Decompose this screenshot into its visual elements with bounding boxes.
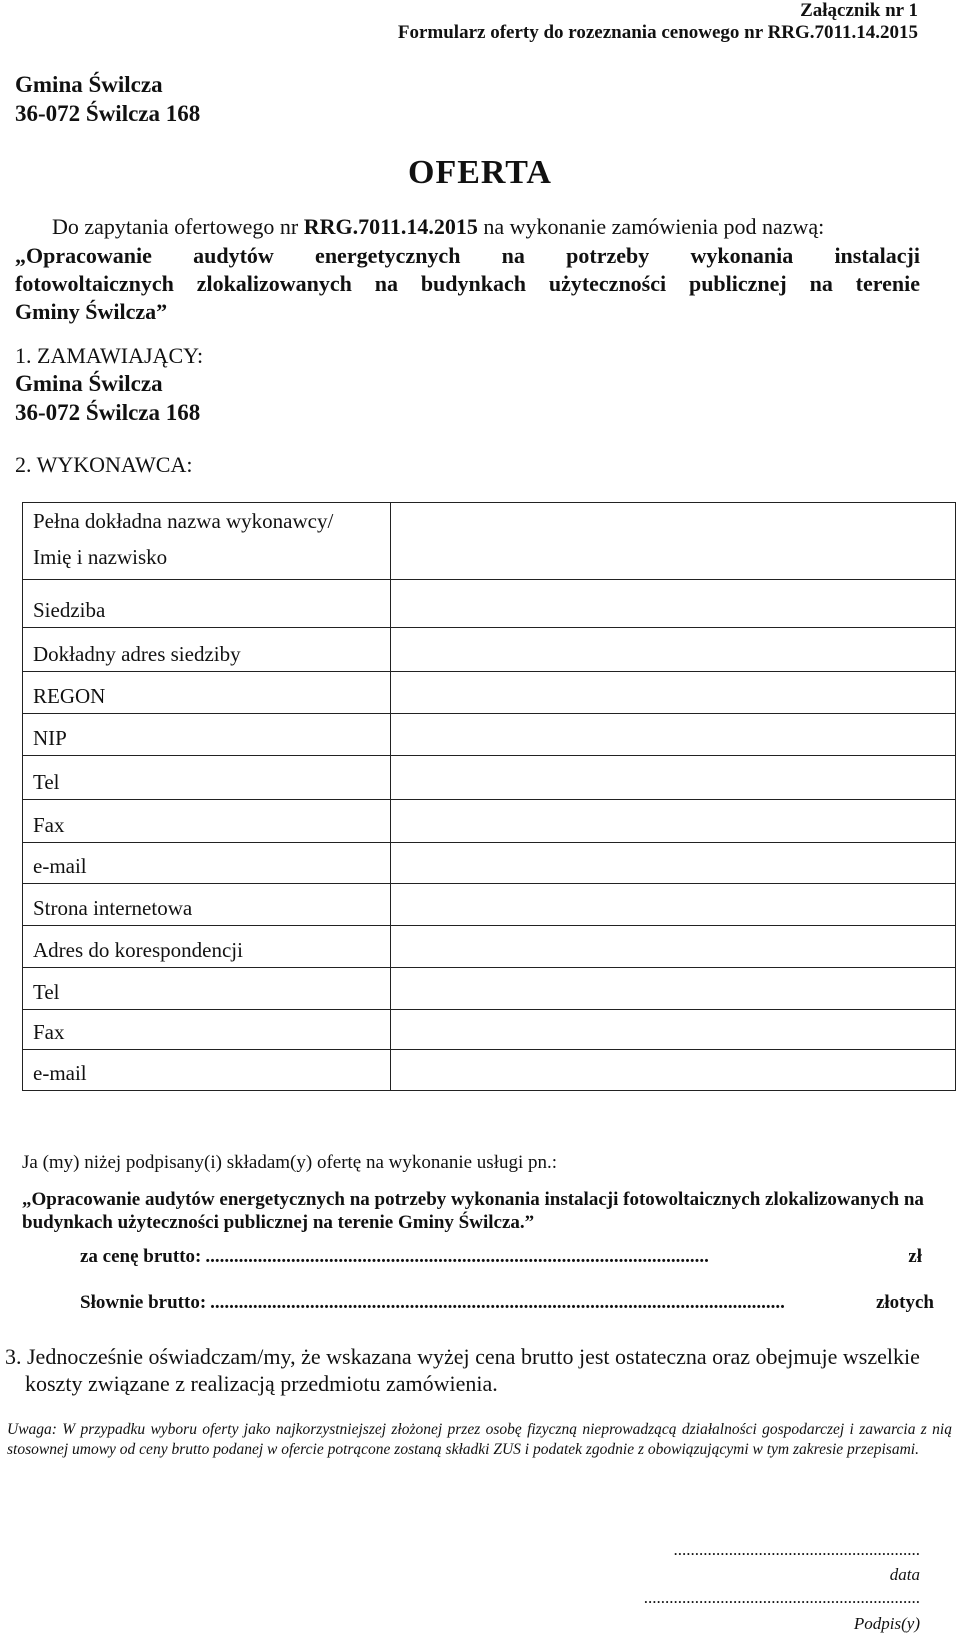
gross-words-dots[interactable]: ......................................................................................................................... bbox=[210, 1292, 785, 1313]
subject-line-1: „Opracowanie audytów energetycznych na potrzeby wykonania instalacji bbox=[15, 243, 920, 268]
top-address-line-2: 36-072 Świlcza 168 bbox=[15, 101, 201, 126]
table-row bbox=[23, 672, 956, 714]
table-row bbox=[23, 884, 956, 926]
fax-field[interactable] bbox=[391, 800, 956, 843]
row-label-nip: NIP bbox=[23, 714, 391, 756]
table-row bbox=[23, 756, 956, 800]
row-label-tel: Tel bbox=[23, 756, 391, 800]
seat-field[interactable] bbox=[391, 580, 956, 628]
table-row bbox=[23, 503, 956, 580]
full-name-field[interactable] bbox=[391, 503, 956, 580]
seat-address-field[interactable] bbox=[391, 628, 956, 672]
gross-price-line[interactable] bbox=[80, 1246, 922, 1268]
subject-title bbox=[15, 242, 920, 326]
row-label-regon: REGON bbox=[23, 672, 391, 714]
declaration-text: Ja (my) niżej podpisany(i) składam(y) ofertę na wykonanie usługi pn.: bbox=[22, 1152, 558, 1173]
top-address-line-1: Gmina Świlcza bbox=[15, 72, 163, 97]
correspondence-fax-field[interactable] bbox=[391, 1010, 956, 1050]
correspondence-email-field[interactable] bbox=[391, 1050, 956, 1091]
date-dots[interactable]: .......................................................... bbox=[673, 1540, 920, 1559]
row-label-email: e-mail bbox=[23, 843, 391, 884]
contractor-table bbox=[22, 502, 956, 1091]
regon-field[interactable] bbox=[391, 672, 956, 714]
table-row bbox=[23, 580, 956, 628]
row-label-fax: Fax bbox=[23, 800, 391, 843]
gross-price-label: za cenę brutto: bbox=[80, 1246, 202, 1267]
gross-price-unit: zł bbox=[908, 1246, 922, 1267]
gross-words-label: Słownie brutto: bbox=[80, 1292, 207, 1313]
annex-label: Załącznik nr 1 bbox=[800, 0, 918, 21]
table-row bbox=[23, 843, 956, 884]
gross-price-dots[interactable]: .......................................................................................................... bbox=[205, 1246, 709, 1267]
tel-field[interactable] bbox=[391, 756, 956, 800]
row-label-correspondence-address: Adres do korespondencji bbox=[23, 926, 391, 968]
gross-words-unit: złotych bbox=[875, 1292, 934, 1313]
nip-field[interactable] bbox=[391, 714, 956, 756]
signature-label: Podpis(y) bbox=[853, 1614, 920, 1633]
form-title: Formularz oferty do rozeznania cenowego nr RRG.7011.14.2015 bbox=[397, 22, 918, 43]
ordering-party-line-2: 36-072 Świlcza 168 bbox=[15, 400, 201, 425]
row-label-website: Strona internetowa bbox=[23, 884, 391, 926]
correspondence-tel-field[interactable] bbox=[391, 968, 956, 1010]
row-label-full-name: Pełna dokładna nazwa wykonawcy/ Imię i nazwisko bbox=[23, 503, 391, 580]
intro-ref: RRG.7011.14.2015 bbox=[303, 214, 478, 239]
note-text: Uwaga: W przypadku wyboru oferty jako najkorzystniejszej złożonej przez osobę fizyczną nieprowadzącą działalności gospodarczej i zawarcia z nią stosownej umowy od ceny brutto podanej w ofercie potrącone zostaną składki ZUS i podatek zgodnie z obowiązującymi w tym zakresie przepisami. bbox=[7, 1421, 952, 1458]
ordering-party-line-1: Gmina Świlcza bbox=[15, 371, 163, 396]
service-subject: „Opracowanie audytów energetycznych na potrzeby wykonania instalacji fotowoltaicznych zlokalizowanych na budynkach użyteczności publicznej na terenie Gminy Świlcza.” bbox=[22, 1189, 924, 1233]
table-row bbox=[23, 1050, 956, 1091]
intro-text bbox=[52, 214, 824, 240]
row-label-correspondence-fax: Fax bbox=[23, 1010, 391, 1050]
gross-words-line[interactable] bbox=[80, 1292, 934, 1314]
table-row bbox=[23, 800, 956, 843]
section-2-heading: 2. WYKONAWCA: bbox=[15, 452, 193, 477]
row-label-correspondence-email: e-mail bbox=[23, 1050, 391, 1091]
table-row bbox=[23, 628, 956, 672]
table-row bbox=[23, 926, 956, 968]
row-label-correspondence-tel: Tel bbox=[23, 968, 391, 1010]
page-title: OFERTA bbox=[408, 154, 552, 191]
correspondence-address-field[interactable] bbox=[391, 926, 956, 968]
website-field[interactable] bbox=[391, 884, 956, 926]
intro-prefix: Do zapytania ofertowego nr bbox=[52, 214, 304, 239]
row-label-seat-address: Dokładny adres siedziby bbox=[23, 628, 391, 672]
subject-line-3: Gminy Świlcza” bbox=[15, 299, 168, 324]
table-row bbox=[23, 968, 956, 1010]
price-statement: 3. Jednocześnie oświadczam/my, że wskazana wyżej cena brutto jest ostateczna oraz obejmuje wszelkie koszty związane z realizacją przedmiotu zamówienia. bbox=[5, 1344, 920, 1396]
table-row bbox=[23, 714, 956, 756]
email-field[interactable] bbox=[391, 843, 956, 884]
section-1-heading: 1. ZAMAWIAJĄCY: bbox=[15, 343, 204, 368]
row-label-seat: Siedziba bbox=[23, 580, 391, 628]
subject-line-2: fotowoltaicznych zlokalizowanych na budynkach użyteczności publicznej na terenie bbox=[15, 271, 920, 296]
intro-suffix: na wykonanie zamówienia pod nazwą: bbox=[477, 214, 825, 239]
signature-dots[interactable]: ................................................................. bbox=[643, 1588, 920, 1607]
date-label: data bbox=[889, 1565, 920, 1584]
table-row bbox=[23, 1010, 956, 1050]
